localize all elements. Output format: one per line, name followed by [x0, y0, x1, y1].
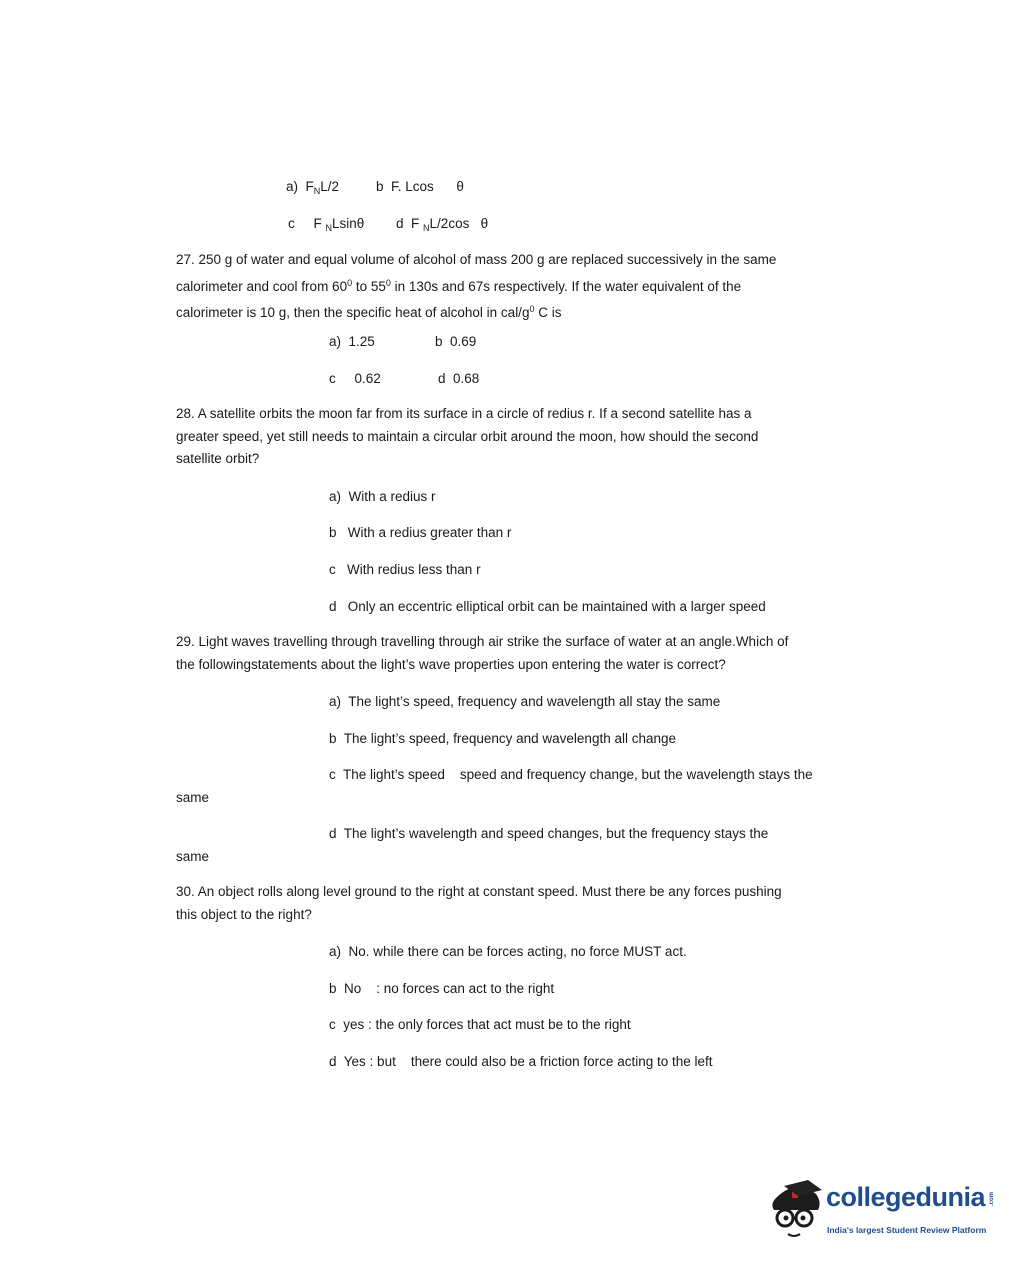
option-marker: b [329, 981, 337, 996]
option-marker: a) [329, 489, 342, 504]
option-marker: d [329, 1054, 337, 1069]
q27-option-a [329, 333, 375, 351]
collegedunia-logo [766, 1176, 996, 1246]
q30-option-c [329, 1016, 631, 1034]
q27-option-b [435, 333, 476, 351]
option-marker: b [435, 334, 443, 349]
option-marker: d [329, 826, 337, 841]
option-text: The light’s wavelength and speed changes, but the frequency stays the [343, 826, 769, 841]
text-run: calorimeter is 10 g, then the specific heat of alcohol in cal/g [176, 305, 530, 320]
option-marker: c [329, 1017, 336, 1032]
q28-option-b [329, 524, 511, 542]
logo-com: .com [989, 1191, 996, 1207]
q26-option-a [286, 178, 339, 200]
question-line: the followingstatements about the light’s wave properties upon entering the water is correct? [176, 656, 726, 672]
option-marker: d [438, 371, 446, 386]
option-text: L/2 [320, 179, 340, 194]
option-text: With redius less than r [347, 562, 481, 577]
option-marker: b [329, 525, 337, 540]
q29-option-d [329, 825, 768, 843]
option-text: 0.69 [450, 334, 477, 349]
option-text: yes : the only forces that act must be to the right [343, 1017, 631, 1032]
option-text: 0.68 [453, 371, 480, 386]
degree-superscript: 0 [347, 277, 353, 288]
option-marker: a) [286, 179, 299, 194]
option-text: F. Lcos [391, 179, 434, 194]
question-line: this object to the right? [176, 906, 312, 922]
theta-symbol: θ [480, 216, 489, 231]
q26-option-b [376, 178, 464, 196]
option-text: Lsinθ [332, 216, 365, 231]
mascot-icon [766, 1176, 828, 1246]
question-30 [176, 881, 856, 926]
option-marker: c [329, 562, 336, 577]
option-text: 0.62 [354, 371, 381, 386]
option-marker: c [329, 767, 336, 782]
q28-option-c [329, 561, 481, 579]
option-marker: c [288, 216, 295, 231]
q30-option-d [329, 1053, 713, 1071]
subscript: N [325, 223, 333, 233]
degree-superscript: 0 [385, 277, 391, 288]
question-line: satellite orbit? [176, 451, 260, 466]
degree-superscript: 0 [529, 304, 535, 314]
option-text: F [305, 179, 314, 194]
option-marker: b [329, 731, 337, 746]
q28-option-d [329, 598, 766, 616]
option-text: The light’s speed, frequency and wavelength all stay the same [348, 694, 721, 709]
option-marker: b [376, 179, 384, 194]
q30-option-b [329, 980, 554, 998]
option-marker: a) [329, 944, 342, 959]
question-27 [176, 249, 856, 325]
q26-option-d [396, 215, 488, 237]
option-marker: d [396, 216, 404, 231]
q29-option-d-continuation: same [176, 849, 210, 864]
option-text: With a redius r [348, 489, 436, 504]
theta-symbol: θ [456, 179, 464, 194]
question-28 [176, 403, 856, 471]
option-text: The light’s speed speed and frequency change, but the wavelength stays the [343, 767, 813, 782]
q29-option-a [329, 693, 720, 711]
option-text: The light’s speed, frequency and wavelength all change [343, 731, 677, 746]
subscript: N [313, 186, 321, 196]
option-marker: a) [329, 334, 342, 349]
question-line: 28. A satellite orbits the moon far from its surface in a circle of redius r. If a second satellite has a [176, 406, 752, 421]
q27-option-c [329, 370, 381, 388]
subscript: N [423, 223, 430, 233]
text-run: to 55 [352, 278, 386, 294]
option-text: F [313, 216, 322, 231]
option-marker: c [329, 371, 336, 386]
option-text: F [411, 216, 420, 231]
question-line: greater speed, yet still needs to maintain a circular orbit around the moon, how should the second [176, 428, 759, 444]
option-text: No. while there can be forces acting, no force MUST act. [348, 944, 687, 959]
option-text: 1.25 [348, 334, 375, 349]
question-line [176, 272, 856, 299]
q26-option-c [288, 215, 364, 237]
option-text: With a redius greater than r [347, 525, 512, 540]
text-run: C is [534, 305, 562, 320]
text-run: in 130s and 67s respectively. If the water equivalent of the [390, 278, 742, 294]
option-text: No : no forces can act to the right [344, 981, 555, 996]
text-run: calorimeter and cool from 60 [176, 278, 348, 294]
q29-option-c [329, 766, 813, 784]
q29-option-b [329, 730, 676, 748]
option-marker: d [329, 599, 337, 614]
logo-tagline: India's largest Student Review Platform [827, 1225, 987, 1235]
option-marker: a) [329, 694, 342, 709]
q28-option-a [329, 488, 436, 506]
logo-wordmark: collegedunia [826, 1182, 986, 1212]
question-line: 27. 250 g of water and equal volume of alcohol of mass 200 g are replaced successively in the same [176, 252, 777, 267]
q27-option-d [438, 370, 479, 388]
option-text: Yes : but there could also be a friction force acting to the left [343, 1054, 713, 1069]
option-text: Only an eccentric elliptical orbit can be maintained with a larger speed [347, 599, 766, 614]
question-line [176, 298, 856, 325]
option-text: L/2cos [429, 216, 470, 231]
q29-option-c-continuation: same [176, 790, 210, 805]
question-line: 29. Light waves travelling through travelling through air strike the surface of water at an angle.Which of [176, 634, 789, 649]
question-29 [176, 631, 856, 676]
question-line: 30. An object rolls along level ground to the right at constant speed. Must there be any forces pushing [176, 884, 782, 899]
q30-option-a [329, 943, 687, 961]
